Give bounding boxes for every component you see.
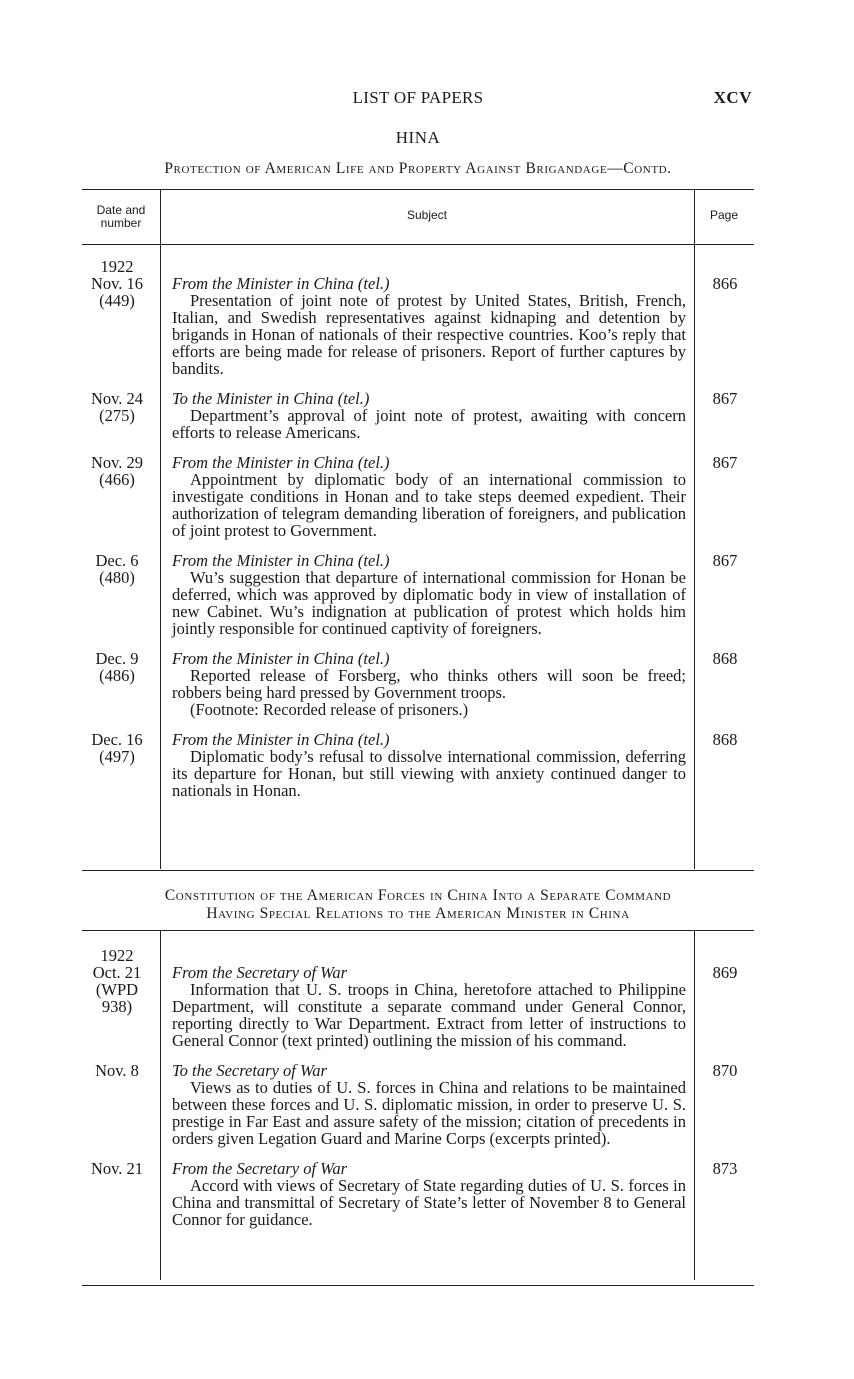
- entry-date: [82, 650, 152, 684]
- list-item: [82, 552, 754, 637]
- american-forces-entries: [82, 964, 754, 1241]
- entry-subject: [172, 390, 686, 441]
- entry-page: 867: [712, 389, 738, 408]
- running-head-title: LIST OF PAPERS: [352, 88, 484, 107]
- entry-date-text: Dec. 6: [95, 551, 139, 570]
- entry-date-text: Dec. 9: [95, 649, 139, 668]
- entry-page: 867: [712, 551, 738, 570]
- list-item: [82, 1062, 754, 1147]
- entry-heading: From the Minister in China (tel.): [172, 453, 390, 472]
- entry-date-text: Nov. 24: [90, 389, 144, 408]
- brigandage-entries: [82, 275, 754, 812]
- entry-heading: From the Minister in China (tel.): [172, 730, 390, 749]
- section-title-american-forces: Constitution of the American Forces in China Into a Separate Command: [164, 887, 672, 904]
- entry-page: 868: [712, 730, 738, 749]
- entry-number: (480): [99, 568, 135, 587]
- entry-body: Presentation of joint note of protest by United States, British, French, Italian, and Swedish representatives against kidnaping and detention by brigands in Honan of nationals of their respective countries. Koo’s reply that efforts are being made for release of prisoners. Report of further captures by bandits.: [172, 291, 686, 378]
- table-bottom-rule: [82, 870, 754, 871]
- entry-heading: From the Secretary of War: [172, 963, 348, 982]
- entry-number: (486): [99, 666, 135, 685]
- entry-heading: From the Secretary of War: [172, 1159, 348, 1178]
- column-header-subject: Subject: [406, 208, 448, 222]
- column-header-page: Page: [709, 208, 739, 222]
- entry-subject: [172, 650, 686, 718]
- entry-date-text: Nov. 8: [95, 1061, 139, 1080]
- entry-subject: [172, 275, 686, 377]
- running-head: [82, 88, 754, 108]
- entry-date: [82, 964, 152, 1015]
- entry-heading: From the Minister in China (tel.): [172, 274, 390, 293]
- entry-number: (WPD: [95, 980, 139, 999]
- entry-page: 867: [712, 453, 738, 472]
- list-item: [82, 454, 754, 539]
- list-item: [82, 731, 754, 799]
- country-heading: HINA: [395, 128, 441, 147]
- entry-page: 870: [712, 1061, 738, 1080]
- section-title-american-forces-line2: Having Special Relations to the American Minister in China: [206, 905, 630, 922]
- entry-subject: [172, 964, 686, 1049]
- entry-year: 1922: [100, 257, 134, 276]
- entry-number: 938): [101, 997, 133, 1016]
- entry-subject: [172, 731, 686, 799]
- list-item: [82, 1160, 754, 1228]
- entry-subject: [172, 1062, 686, 1147]
- entry-date: [82, 390, 152, 424]
- entry-body: Appointment by diplomatic body of an international commission to investigate conditions in Honan and to take steps deemed expedient. Their authorization of telegram demanding liberation of foreigners, and publication of joint protest to Government.: [172, 470, 686, 540]
- table2-bottom-rule: [82, 1285, 754, 1286]
- entry-subject: [172, 454, 686, 539]
- entry-page: 869: [712, 963, 738, 982]
- entry-date: [82, 731, 152, 765]
- entry-date-text: Dec. 16: [91, 730, 143, 749]
- entry-heading: From the Minister in China (tel.): [172, 649, 390, 668]
- entry-page: 866: [712, 274, 738, 293]
- entry-footnote: (Footnote: Recorded release of prisoners.): [190, 700, 469, 719]
- column-header-date: Date and number: [96, 203, 146, 230]
- entry-date: [82, 1062, 152, 1079]
- table-top-rule: [82, 189, 754, 190]
- entry-date-text: Oct. 21: [92, 963, 142, 982]
- entry-body: Department’s approval of joint note of protest, awaiting with concern efforts to release Americans.: [172, 406, 686, 442]
- entry-body: Reported release of Forsberg, who thinks others will soon be freed; robbers being hard pressed by Government troops.: [172, 666, 686, 702]
- list-item: [82, 650, 754, 718]
- entry-page: 873: [712, 1159, 738, 1178]
- entry-number: (449): [99, 291, 135, 310]
- section-title-brigandage: Protection of American Life and Property Against Brigandage—Contd.: [164, 160, 672, 177]
- page-number: XCV: [713, 88, 752, 107]
- entry-date-text: Nov. 29: [90, 453, 144, 472]
- list-item: [82, 390, 754, 441]
- entry-number: (275): [99, 406, 135, 425]
- entry-body: Diplomatic body’s refusal to dissolve international commission, deferring its departure for Honan, but still viewing with anxiety continued danger to nationals in Honan.: [172, 747, 686, 800]
- table2-top-rule: [82, 930, 754, 931]
- entry-body: Wu’s suggestion that departure of international commission for Honan be deferred, which was approved by diplomatic body in view of installation of new Cabinet. Wu’s indignation at publication of protest which holds him jointly responsible for continued captivity of foreigners.: [172, 568, 686, 638]
- entry-heading: From the Minister in China (tel.): [172, 551, 390, 570]
- entry-date: [82, 1160, 152, 1177]
- entry-subject: [172, 552, 686, 637]
- entry-date-text: Nov. 16: [90, 274, 144, 293]
- entry-heading: To the Secretary of War: [172, 1061, 327, 1080]
- entry-heading: To the Minister in China (tel.): [172, 389, 370, 408]
- list-item: [82, 964, 754, 1049]
- entry-date: [82, 454, 152, 488]
- entry-date: [82, 275, 152, 309]
- entry-date-text: Nov. 21: [90, 1159, 144, 1178]
- entry-subject: [172, 1160, 686, 1228]
- entry-date: [82, 552, 152, 586]
- entry-number: (497): [99, 747, 135, 766]
- table-header-rule: [82, 244, 754, 245]
- entry-year: 1922: [100, 946, 134, 965]
- entry-number: (466): [99, 470, 135, 489]
- entry-body: Accord with views of Secretary of State regarding duties of U. S. forces in China and transmittal of Secretary of State’s letter of November 8 to General Connor for guidance.: [172, 1176, 686, 1229]
- list-item: [82, 275, 754, 377]
- entry-body: Views as to duties of U. S. forces in China and relations to be maintained between these forces and U. S. diplomatic mission, in order to preserve U. S. prestige in Far East and assure safety of the mission; citation of precedents in orders given Legation Guard and Marine Corps (excerpts printed).: [172, 1078, 686, 1148]
- entry-page: 868: [712, 649, 738, 668]
- entry-body: Information that U. S. troops in China, heretofore attached to Philippine Department, will constitute a separate command under General Connor, reporting directly to War Department. Extract from letter of instructions to General Connor (text printed) outlining the mission of his command.: [172, 980, 686, 1050]
